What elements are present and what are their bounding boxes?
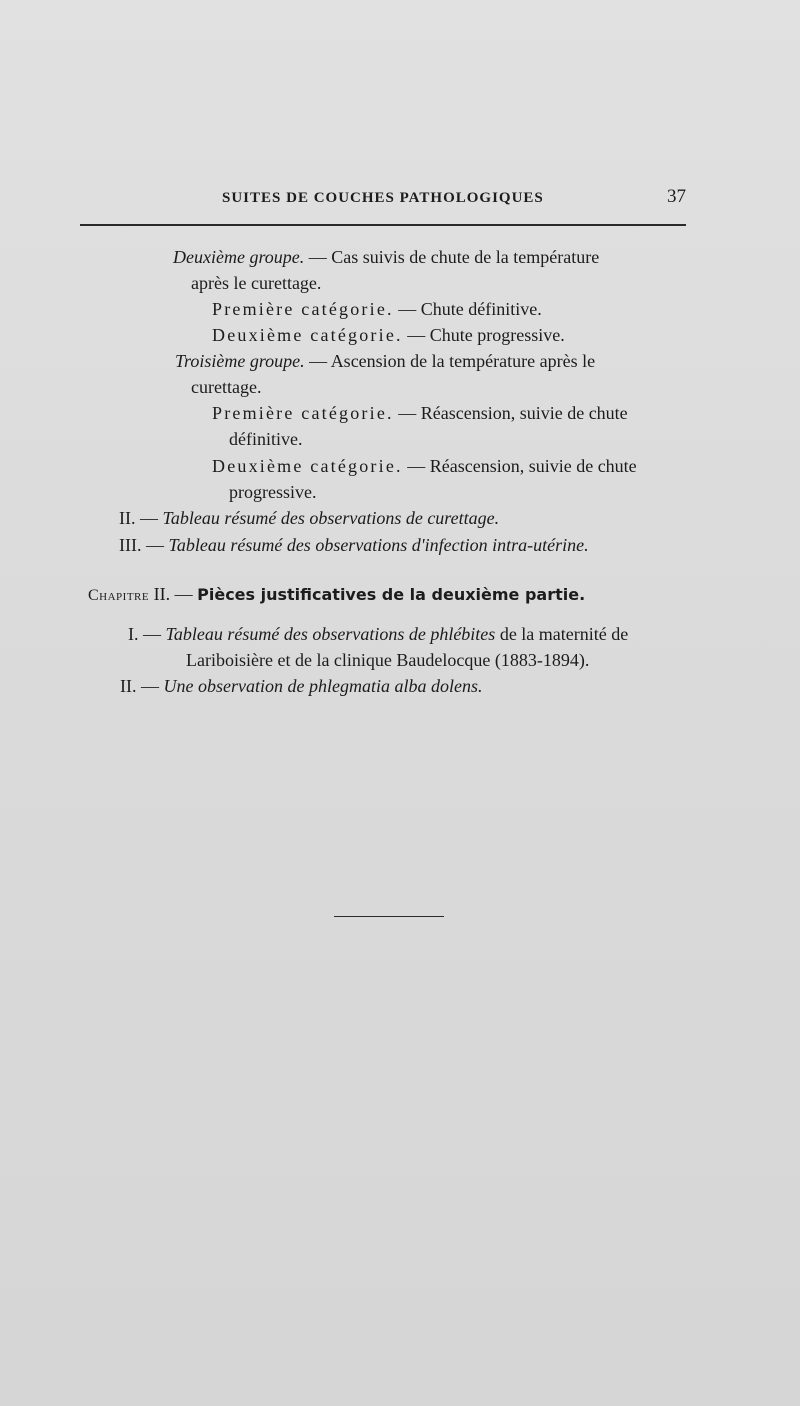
entry-number: II. — xyxy=(120,676,164,696)
chapter-heading xyxy=(88,582,585,608)
group-three-category-one-continuation: définitive. xyxy=(229,429,303,449)
entry-ii xyxy=(119,506,499,530)
group-three-line xyxy=(175,349,595,373)
category-label: Première catégorie. xyxy=(212,403,394,423)
entry-text: Tableau résumé des observations de curettage. xyxy=(162,508,500,528)
group-two-text: Cas suivis de chute de la température xyxy=(331,247,600,267)
group-two-continuation: après le curettage. xyxy=(191,273,322,293)
entry-text: de la maternité de xyxy=(495,624,629,644)
header-rule xyxy=(80,224,686,226)
chapter-entry-i-continuation: Lariboisière et de la clinique Baudelocque (1883-1894). xyxy=(186,650,590,670)
category-label: Première catégorie. xyxy=(212,299,394,319)
closing-rule xyxy=(334,916,444,917)
chapter-label: Chapitre xyxy=(88,587,150,604)
category-label: Deuxième catégorie. xyxy=(212,325,403,345)
group-three-text: Ascension de la température après le xyxy=(330,351,596,371)
group-three-category-two xyxy=(212,454,637,478)
category-label: Deuxième catégorie. xyxy=(212,456,403,476)
page-header xyxy=(80,186,686,214)
group-two-label: Deuxième groupe. xyxy=(173,247,305,267)
chapter-title: Pièces justificatives de la deuxième partie. xyxy=(197,585,586,604)
entry-number: I. — xyxy=(128,624,166,644)
page-number: 37 xyxy=(667,186,686,207)
group-three-dash: — xyxy=(304,351,331,371)
entry-text: Tableau résumé des observations d'infection intra-utérine. xyxy=(168,535,589,555)
group-three-category-two-continuation: progressive. xyxy=(229,482,317,502)
category-text: — Chute définitive. xyxy=(393,299,542,319)
entry-number: II. — xyxy=(119,508,163,528)
group-three-label: Troisième groupe. xyxy=(175,351,305,371)
group-two-dash: — xyxy=(304,247,332,267)
chapter-entry-i xyxy=(128,622,628,646)
chapter-number: II. — xyxy=(149,584,198,604)
category-text: — Réascension, suivie de chute xyxy=(393,403,628,423)
group-two-line xyxy=(173,245,599,269)
category-text: — Chute progressive. xyxy=(402,325,565,345)
entry-italic-text: Tableau résumé des observations de phlébites xyxy=(165,624,496,644)
group-two-category-one xyxy=(212,297,542,321)
entry-number: III. — xyxy=(119,535,169,555)
group-three-continuation: curettage. xyxy=(191,377,262,397)
entry-text: Une observation de phlegmatia alba dolens. xyxy=(163,676,483,696)
group-three-category-one xyxy=(212,401,628,425)
entry-iii xyxy=(119,533,589,557)
chapter-entry-ii xyxy=(120,674,482,698)
group-two-category-two xyxy=(212,323,565,347)
category-text: — Réascension, suivie de chute xyxy=(402,456,637,476)
running-title: SUITES DE COUCHES PATHOLOGIQUES xyxy=(222,190,544,206)
